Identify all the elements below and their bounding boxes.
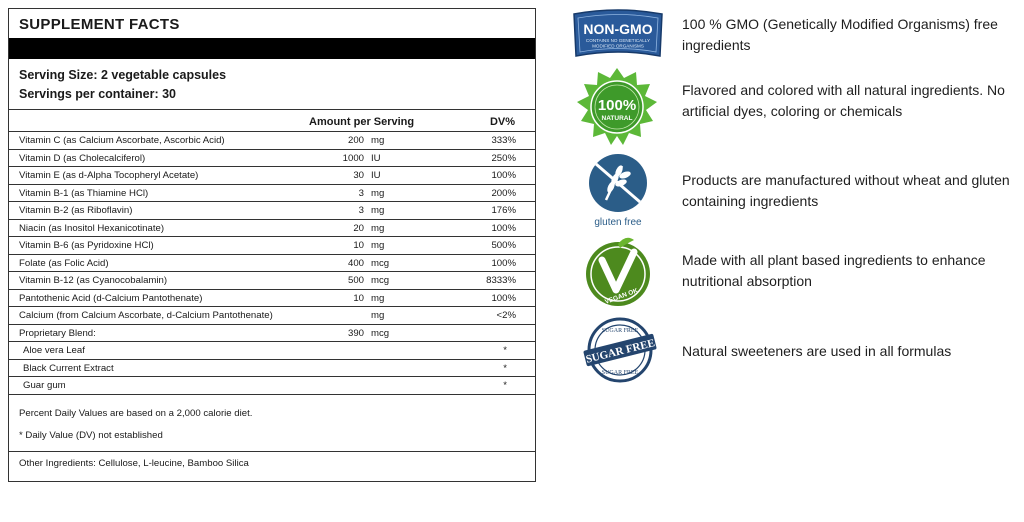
nutrient-dv: 250% [491, 152, 516, 164]
nutrient-dv: 100% [491, 292, 516, 304]
natural-text: Flavored and colored with all natural ingredients. No artificial dyes, coloring or chemicals [682, 82, 1005, 119]
nutrient-row [9, 255, 535, 273]
nutrient-dv: 333% [491, 135, 516, 146]
nutrient-dv: 8333% [486, 275, 516, 286]
nutrient-amount: 20 [353, 222, 364, 234]
nutrient-unit: mg [371, 310, 385, 321]
nutrient-name: Niacin (as Inositol Hexanicotinate) [19, 222, 165, 234]
nutrient-row [9, 167, 535, 185]
feature-gluten-free [570, 152, 1020, 232]
nutrient-amount: 3 [358, 187, 364, 199]
nutrient-dv: 500% [491, 240, 516, 251]
column-headers [9, 110, 535, 132]
nutrient-name: Vitamin B-12 (as Cyanocobalamin) [19, 275, 168, 286]
blend-ingredient-row [9, 377, 535, 395]
serving-size: Serving Size: 2 vegetable capsules [19, 68, 227, 82]
nutrient-unit: mcg [371, 257, 390, 269]
nutrient-amount: 500 [347, 275, 364, 286]
nutrient-unit: mg [371, 187, 385, 199]
supplement-facts-panel [8, 8, 536, 482]
other-ingredients: Other Ingredients: Cellulose, L-leucine, Bamboo Silica [19, 457, 249, 469]
non-gmo-badge-icon [570, 8, 666, 65]
dv-not-established-note: * Daily Value (DV) not established [19, 429, 163, 441]
nutrient-row [9, 185, 535, 203]
blend-ingredient-name: Black Current Extract [23, 362, 114, 374]
nutrient-amount: 10 [353, 240, 364, 251]
nutrient-amount: 10 [353, 292, 364, 304]
feature-sugar-free [570, 316, 1020, 386]
non-gmo-text: 100 % GMO (Genetically Modified Organisms) free ingredients [682, 16, 998, 53]
nutrient-unit: mg [371, 292, 385, 304]
natural-seal-title: 100% [597, 97, 637, 114]
nutrient-unit: mg [371, 222, 385, 234]
nutrient-unit: mcg [371, 327, 390, 339]
nutrient-amount: 400 [347, 257, 364, 269]
nutrient-name: Calcium (from Calcium Ascorbate, d-Calcium Pantothenate) [19, 310, 273, 321]
vegan-ok-caption: VEGAN OK [603, 287, 639, 306]
nutrient-dv: 100% [491, 170, 516, 181]
footnotes [9, 395, 535, 452]
nutrient-unit: mg [371, 205, 385, 216]
nutrient-name: Vitamin B-6 (as Pyridoxine HCl) [19, 240, 154, 251]
nutrient-row [9, 202, 535, 220]
nutrient-name: Vitamin E (as d-Alpha Tocopheryl Acetate) [19, 170, 199, 181]
nutrient-row [9, 307, 535, 325]
sugar-free-stamp-bottom: SUGAR FREE [601, 370, 639, 376]
servings-per-container: Servings per container: 30 [19, 87, 177, 101]
nutrient-amount: 1000 [342, 152, 364, 164]
blend-ingredient-row [9, 342, 535, 360]
nutrient-dv: 200% [491, 187, 516, 199]
nutrient-name: Vitamin B-2 (as Riboflavin) [19, 205, 133, 216]
nutrient-row [9, 272, 535, 290]
nutrient-unit: IU [371, 170, 381, 181]
nutrient-amount: 30 [353, 170, 364, 181]
nutrient-unit: mg [371, 135, 385, 146]
daily-values-note: Percent Daily Values are based on a 2,000 calorie diet. [19, 407, 253, 419]
facts-title: SUPPLEMENT FACTS [19, 16, 180, 33]
vegan-ok-icon [582, 234, 654, 315]
blend-ingredient-dv-mark: * [503, 345, 507, 356]
natural-seal-subtitle: NATURAL [601, 115, 633, 122]
sugar-free-stamp-label: SUGAR FREE [584, 337, 657, 366]
blend-ingredient-dv-mark: * [503, 362, 507, 374]
blend-ingredient-row [9, 360, 535, 378]
nutrient-dv: <2% [496, 310, 516, 321]
gluten-free-caption: gluten free [594, 217, 642, 228]
nutrient-dv: 176% [491, 205, 516, 216]
feature-non-gmo [570, 8, 1020, 63]
nutrient-row [9, 237, 535, 255]
natural-seal-icon [574, 66, 660, 155]
feature-natural [570, 66, 1020, 150]
sugar-free-stamp-top: SUGAR FREE [601, 328, 639, 334]
nutrient-name: Vitamin B-1 (as Thiamine HCl) [19, 187, 149, 199]
dv-column-header: DV% [489, 116, 515, 128]
non-gmo-badge-line1: CONTAINS NO GENETICALLY [585, 38, 651, 43]
nutrient-unit: IU [371, 152, 381, 164]
blend-ingredient-name: Guar gum [23, 380, 66, 391]
gluten-free-icon [586, 152, 650, 235]
nutrient-dv: 100% [491, 222, 516, 234]
non-gmo-badge-title: NON-GMO [583, 21, 653, 37]
nutrient-row [9, 220, 535, 238]
nutrient-row [9, 150, 535, 168]
blend-ingredient-dv-mark: * [503, 380, 507, 391]
nutrient-unit: mcg [371, 275, 390, 286]
nutrient-name: Proprietary Blend: [19, 327, 96, 339]
nutrient-dv: 100% [491, 257, 516, 269]
nutrient-name: Pantothenic Acid (d-Calcium Pantothenate) [19, 292, 203, 304]
nutrient-name: Folate (as Folic Acid) [19, 257, 109, 269]
nutrient-row [9, 290, 535, 308]
nutrient-amount: 3 [358, 205, 364, 216]
nutrient-unit: mg [371, 240, 385, 251]
feature-vegan [570, 234, 1020, 310]
nutrient-row [9, 132, 535, 150]
nutrient-name: Vitamin D (as Cholecalciferol) [19, 152, 146, 164]
blend-ingredient-name: Aloe vera Leaf [23, 345, 85, 356]
non-gmo-badge-line2: MODIFIED ORGANISMS [592, 43, 644, 49]
nutrient-amount: 200 [347, 135, 364, 146]
sugar-free-stamp-icon [582, 316, 658, 389]
nutrient-amount: 390 [347, 327, 364, 339]
gluten-free-text: Products are manufactured without wheat and gluten containing ingredients [682, 172, 1010, 209]
serving-info [9, 59, 535, 110]
nutrient-name: Vitamin C (as Calcium Ascorbate, Ascorbic Acid) [19, 135, 225, 146]
amount-column-header: Amount per Serving [309, 116, 415, 128]
nutrient-row [9, 325, 535, 343]
vegan-text: Made with all plant based ingredients to enhance nutritional absorption [682, 252, 986, 289]
header-divider-bar [9, 38, 535, 59]
sugar-free-text: Natural sweeteners are used in all formulas [682, 343, 952, 359]
